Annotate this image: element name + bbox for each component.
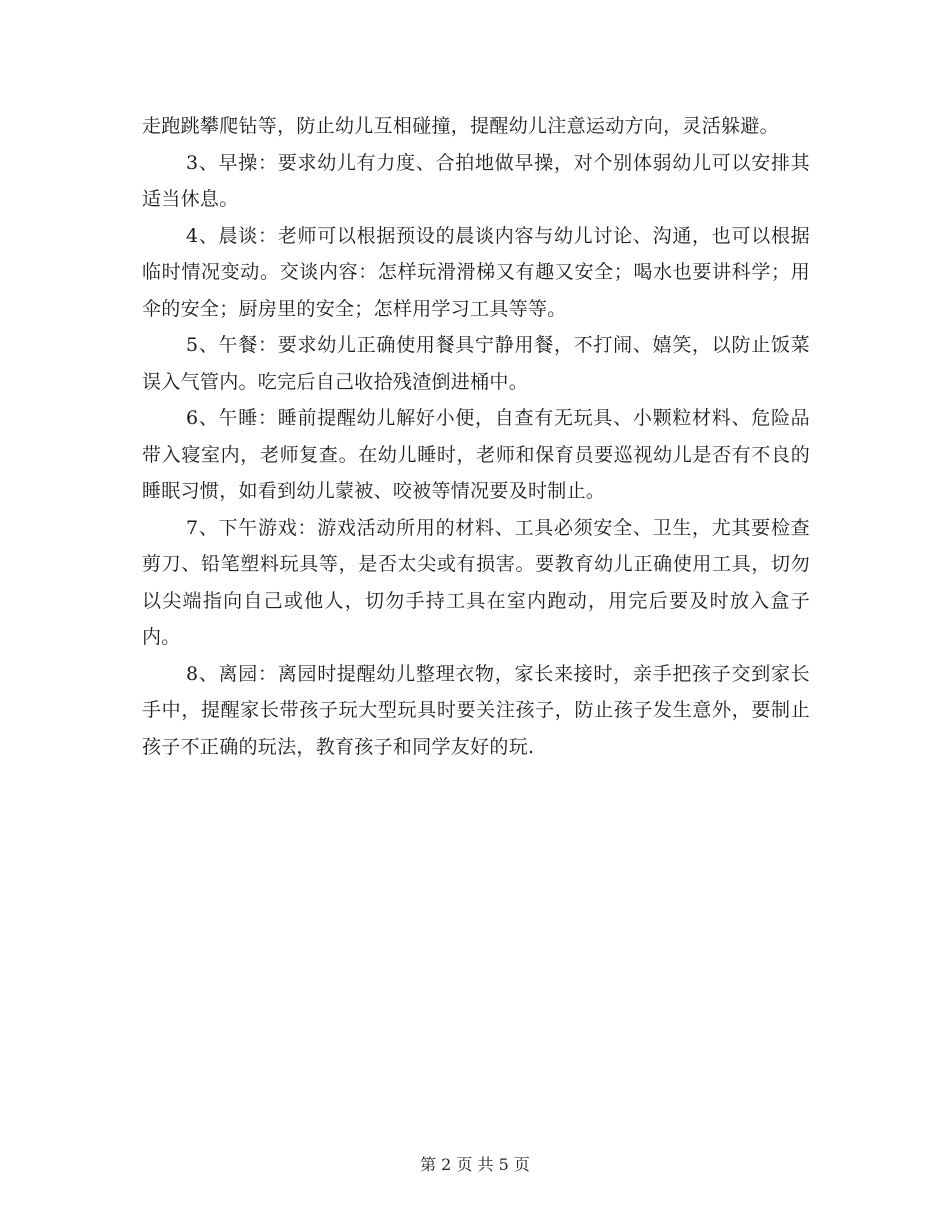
paragraph-continuation: 走跑跳攀爬钻等，防止幼儿互相碰撞，提醒幼儿注意运动方向，灵活躲避。 xyxy=(142,115,779,137)
paragraph-afternoon-games: 7、下午游戏：游戏活动所用的材料、工具必须安全、卫生，尤其要检查剪刀、铅笔塑料玩具等，是否太尖或有损害。要教育幼儿正确使用工具，切勿以尖端指向自己或他人，切勿手持工具在室内跑动，用完后要及时放入盒子内。 xyxy=(142,516,810,648)
page-number-footer: 第 2 页 共 5 页 xyxy=(420,1155,530,1174)
document-body xyxy=(142,108,810,765)
paragraph-nap: 6、午睡：睡前提醒幼儿解好小便，自查有无玩具、小颗粒材料、危险品带入寝室内，老师复查。在幼儿睡时，老师和保育员要巡视幼儿是否有不良的睡眠习惯，如看到幼儿蒙被、咬被等情况要及时制止。 xyxy=(142,407,810,502)
paragraph-lunch: 5、午餐：要求幼儿正确使用餐具宁静用餐，不打闹、嬉笑，以防止饭菜误入气管内。吃完后自己收拾残渣倒进桶中。 xyxy=(142,334,810,393)
paragraph-morning-exercise: 3、早操：要求幼儿有力度、合拍地做早操，对个别体弱幼儿可以安排其适当休息。 xyxy=(142,151,810,210)
paragraph-leaving: 8、离园：离园时提醒幼儿整理衣物，家长来接时，亲手把孩子交到家长手中，提醒家长带孩子玩大型玩具时要关注孩子，防止孩子发生意外，要制止孩子不正确的玩法，教育孩子和同学友好的玩. xyxy=(142,662,810,758)
paragraph-morning-talk: 4、晨谈：老师可以根据预设的晨谈内容与幼儿讨论、沟通，也可以根据临时情况变动。交谈内容：怎样玩滑滑梯又有趣又安全；喝水也要讲科学；用伞的安全；厨房里的安全；怎样用学习工具等等。 xyxy=(142,224,810,320)
